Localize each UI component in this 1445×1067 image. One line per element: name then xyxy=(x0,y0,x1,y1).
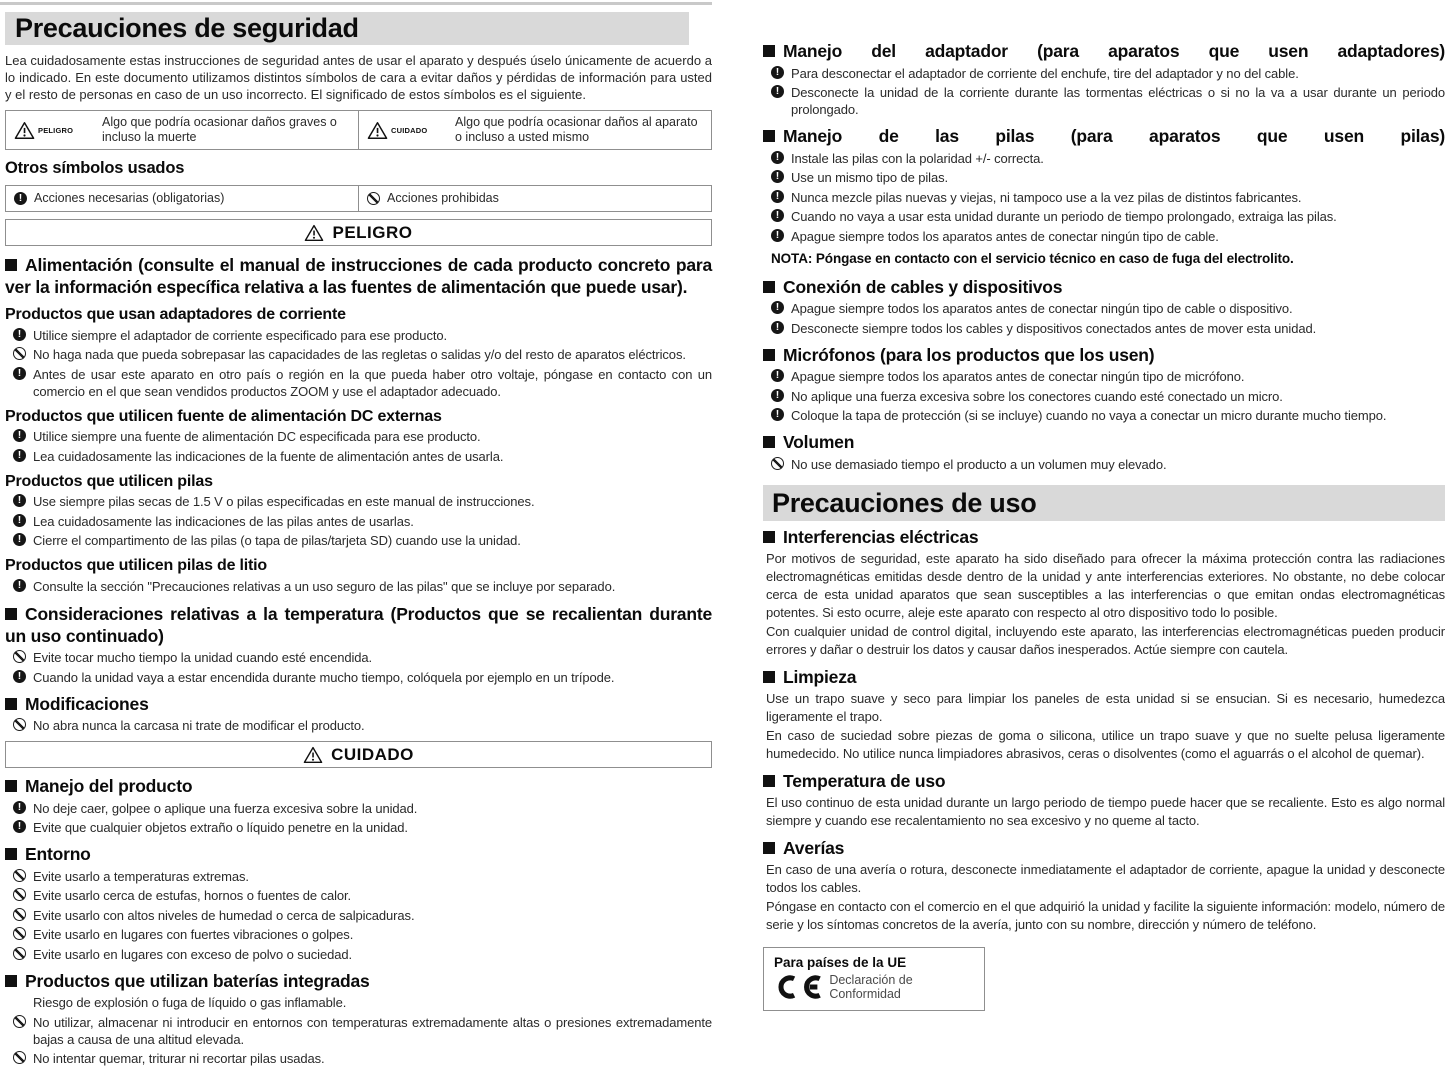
bullet-item: ! Nunca mezcle pilas nuevas y viejas, ni tampoco use a la vez pilas de distintos fabricantes. xyxy=(771,189,1445,206)
bullet-item: ! Use siempre pilas secas de 1.5 V o pilas especificadas en este manual de instrucciones. xyxy=(13,493,712,510)
section-heading: Micrófonos (para los productos que los usen) xyxy=(783,345,1154,365)
bullet-item: Evite usarlo en lugares con fuertes vibraciones o golpes. xyxy=(13,926,712,943)
prohibited-icon xyxy=(13,650,26,663)
bullet-list xyxy=(5,578,712,595)
black-square-marker xyxy=(763,130,775,142)
bullet-item: ! No deje caer, golpee o aplique una fuerza excesiva sobre la unidad. xyxy=(13,800,712,817)
paragraph: Con cualquier unidad de control digital, incluyendo este aparato, las interferencias electromagnéticas pueden producir errores y dañar o destruir los datos y causar daños inesperados. Actúe siempre con cautela. xyxy=(766,623,1445,659)
bullet-item: No use demasiado tiempo el producto a un volumen muy elevado. xyxy=(771,456,1445,473)
bullet-item: ! Apague siempre todos los aparatos antes de conectar ningún tipo de micrófono. xyxy=(771,368,1445,385)
bullet-item: Evite usarlo a temperaturas extremas. xyxy=(13,868,712,885)
paragraph: En caso de suciedad sobre piezas de goma o silicona, utilice un trapo suave y que no suelte pelusa ligeramente humedecido. No utilice nunca limpiadores abrasivos, ceras o disolventes (como el aguarrás o el alcohol de quemar). xyxy=(766,727,1445,763)
severity-cell-caution xyxy=(358,111,711,149)
black-square-marker xyxy=(5,780,17,792)
bullet-list xyxy=(763,456,1445,473)
use-precautions-title: Precauciones de uso xyxy=(763,485,1445,521)
section-manejo-producto xyxy=(5,776,712,836)
bullet-item: No utilizar, almacenar ni introducir en entornos con temperaturas extremadamente altas o presiones extremadamente bajas a causa de una altitud elevada. xyxy=(13,1014,712,1048)
section-heading: Alimentación (consulte el manual de instrucciones de cada producto concreto para ver la información específica relativa a las fuentes de alimentación que puede usar). xyxy=(5,255,712,297)
severity-label: CUIDADO xyxy=(391,126,427,135)
black-square-marker xyxy=(763,436,775,448)
bullet-item: ! Consulte la sección "Precauciones relativas a un uso seguro de las pilas" que se incluye por separado. xyxy=(13,578,712,595)
black-square-marker xyxy=(5,608,17,620)
bullet-list xyxy=(763,65,1445,119)
bullet-list xyxy=(5,428,712,465)
bullet-item: ! Cuando la unidad vaya a estar encendida durante mucho tiempo, colóquela por ejemplo en un trípode. xyxy=(13,669,712,686)
paragraph-list xyxy=(763,550,1445,659)
paragraph: Póngase en contacto con el comercio en el que adquirió la unidad y facilite la siguiente información: modelo, número de serie y los síntomas concretos de la avería, junto con su nombre, dirección y número de teléfono. xyxy=(766,898,1445,934)
caution-banner-label: CUIDADO xyxy=(331,745,414,765)
section-heading: Limpieza xyxy=(783,667,856,687)
section-heading: Consideraciones relativas a la temperatura (Productos que se recalientan durante un uso continuado) xyxy=(5,604,712,646)
section-pilas xyxy=(5,472,712,550)
mandatory-icon xyxy=(13,533,26,546)
mandatory-icon xyxy=(771,321,784,334)
severity-symbol-table xyxy=(5,110,712,150)
mandatory-icon xyxy=(13,820,26,833)
section-heading: Manejo de las pilas (para aparatos que usen pilas) xyxy=(783,126,1445,146)
section-heading: Productos que utilicen pilas xyxy=(5,472,712,491)
black-square-marker xyxy=(763,349,775,361)
section-heading: Productos que utilizan baterías integradas xyxy=(25,971,370,991)
bullet-item: ! Use un mismo tipo de pilas. xyxy=(771,169,1445,186)
symbol-text: Acciones necesarias (obligatorias) xyxy=(34,191,224,206)
mandatory-icon xyxy=(14,192,27,205)
bullet-list xyxy=(763,300,1445,337)
ce-declaration-text: Declaración de Conformidad xyxy=(829,973,974,1001)
section-microfonos xyxy=(763,345,1445,425)
warning-triangle-icon xyxy=(303,746,323,764)
mandatory-icon xyxy=(771,209,784,222)
section-averias xyxy=(763,838,1445,934)
section-heading: Interferencias eléctricas xyxy=(783,527,978,547)
mandatory-icon xyxy=(13,494,26,507)
prohibited-icon xyxy=(13,1015,26,1028)
mandatory-icon xyxy=(771,66,784,79)
prohibited-icon xyxy=(13,947,26,960)
other-symbols-table xyxy=(5,185,712,212)
black-square-marker xyxy=(5,848,17,860)
severity-text: Algo que podría ocasionar daños graves o incluso la muerte xyxy=(102,115,350,145)
bullet-item: No intentar quemar, triturar ni recortar pilas usadas. xyxy=(13,1050,712,1067)
severity-text: Algo que podría ocasionar daños al aparato o incluso a usted mismo xyxy=(455,115,703,145)
bullet-item: ! Cierre el compartimento de las pilas (o tapa de pilas/tarjeta SD) cuando use la unidad. xyxy=(13,532,712,549)
bullet-list xyxy=(763,368,1445,424)
black-square-marker xyxy=(5,259,17,271)
bullet-item: Evite tocar mucho tiempo la unidad cuando esté encendida. xyxy=(13,649,712,666)
bullet-item: ! Desconecte siempre todos los cables y dispositivos conectados antes de mover esta unidad. xyxy=(771,320,1445,337)
section-pilas-litio xyxy=(5,556,712,595)
mandatory-icon xyxy=(771,408,784,421)
paragraph-list xyxy=(763,690,1445,763)
bullet-item: Riesgo de explosión o fuga de líquido o gas inflamable. xyxy=(13,994,712,1011)
other-symbols-heading: Otros símbolos usados xyxy=(5,159,712,178)
section-heading: Productos que utilicen pilas de litio xyxy=(5,556,712,575)
section-heading: Volumen xyxy=(783,432,854,452)
bullet-item: No abra nunca la carcasa ni trate de modificar el producto. xyxy=(13,717,712,734)
bullet-item: ! Cuando no vaya a usar esta unidad durante un periodo de tiempo prolongado, extraiga las pilas. xyxy=(771,208,1445,225)
section-temperatura xyxy=(5,603,712,686)
paragraph-list xyxy=(763,794,1445,830)
section-adaptadores-corriente xyxy=(5,305,712,400)
section-entorno xyxy=(5,844,712,963)
mandatory-icon xyxy=(771,170,784,183)
bullet-item: Evite usarlo en lugares con exceso de polvo o suciedad. xyxy=(13,946,712,963)
ce-mark-icon xyxy=(774,974,823,1000)
bullet-item: ! Coloque la tapa de protección (si se incluye) cuando no vaya a conectar un micro durante mucho tiempo. xyxy=(771,407,1445,424)
prohibited-icon xyxy=(367,192,380,205)
right-column xyxy=(763,0,1445,1011)
warning-triangle-icon xyxy=(367,121,388,140)
section-volumen xyxy=(763,432,1445,473)
paragraph: En caso de una avería o rotura, desconecte inmediatamente el adaptador de corriente, apague la unidad y desconecte todos los cables. xyxy=(766,861,1445,897)
bullet-list xyxy=(5,493,712,549)
black-square-marker xyxy=(763,671,775,683)
intro-paragraph: Lea cuidadosamente estas instrucciones de seguridad antes de usar el aparato y después úselo únicamente de acuerdo a lo indicado. En este documento utilizamos distintos símbolos de cara a evitar daños y pérdidas de información para usted y el resto de personas en caso de un uso incorrecto. El significado de estos símbolos es el siguiente. xyxy=(5,52,712,103)
black-square-marker xyxy=(763,281,775,293)
prohibited-icon xyxy=(13,927,26,940)
mandatory-icon xyxy=(771,190,784,203)
mandatory-icon xyxy=(13,367,26,380)
bullet-list xyxy=(5,649,712,686)
paragraph-list xyxy=(763,861,1445,934)
black-square-marker xyxy=(5,698,17,710)
eu-declaration-box xyxy=(763,947,985,1011)
mandatory-icon xyxy=(13,328,26,341)
bullet-item: ! Apague siempre todos los aparatos antes de conectar ningún tipo de cable o dispositivo. xyxy=(771,300,1445,317)
warning-triangle-icon xyxy=(304,224,324,242)
symbol-cell-mandatory xyxy=(6,186,358,211)
eu-box-title: Para países de la UE xyxy=(774,955,974,970)
section-manejo-adaptador xyxy=(763,41,1445,118)
prohibited-icon xyxy=(13,908,26,921)
section-manejo-pilas xyxy=(763,126,1445,266)
prohibited-icon xyxy=(13,888,26,901)
black-square-marker xyxy=(5,975,17,987)
bullet-item: No haga nada que pueda sobrepasar las capacidades de las regletas o salidas y/o del resto de aparatos eléctricos. xyxy=(13,346,712,363)
page-title: Precauciones de seguridad xyxy=(5,12,689,45)
section-dc-externas xyxy=(5,407,712,465)
bullet-item: Evite usarlo cerca de estufas, hornos o fuentes de calor. xyxy=(13,887,712,904)
section-alimentacion xyxy=(5,254,712,298)
black-square-marker xyxy=(763,842,775,854)
section-heading: Modificaciones xyxy=(25,694,149,714)
bullet-item: ! Instale las pilas con la polaridad +/- correcta. xyxy=(771,150,1445,167)
paragraph: Use un trapo suave y seco para limpiar los paneles de esta unidad si se ensucian. Si es necesario, humedezca ligeramente el trapo. xyxy=(766,690,1445,726)
bullet-item: ! Lea cuidadosamente las indicaciones de la fuente de alimentación antes de usarla. xyxy=(13,448,712,465)
prohibited-icon xyxy=(13,718,26,731)
mandatory-icon xyxy=(13,801,26,814)
bullet-list xyxy=(5,868,712,963)
mandatory-icon xyxy=(771,301,784,314)
mandatory-icon xyxy=(13,670,26,683)
black-square-marker xyxy=(763,531,775,543)
bullet-list xyxy=(5,717,712,734)
bullet-item: ! Antes de usar este aparato en otro país o región en la que pueda haber otro voltaje, póngase en contacto con un comercio en el que sean vendidos productos ZOOM y use el adaptador adecuado. xyxy=(13,366,712,400)
left-column xyxy=(5,0,712,1067)
mandatory-icon xyxy=(13,514,26,527)
mandatory-icon xyxy=(13,579,26,592)
prohibited-icon xyxy=(771,457,784,470)
mandatory-icon xyxy=(771,229,784,242)
bullet-list xyxy=(763,150,1445,245)
bullet-item: ! Lea cuidadosamente las indicaciones de las pilas antes de usarlas. xyxy=(13,513,712,530)
bullet-item: ! Apague siempre todos los aparatos antes de conectar ningún tipo de cable. xyxy=(771,228,1445,245)
black-square-marker xyxy=(763,775,775,787)
section-heading: Productos que usan adaptadores de corriente xyxy=(5,305,712,324)
caution-banner xyxy=(5,741,712,768)
section-baterias-integradas xyxy=(5,971,712,1067)
warning-triangle-icon xyxy=(14,121,35,140)
bullet-item: ! Utilice siempre el adaptador de corriente especificado para ese producto. xyxy=(13,327,712,344)
section-heading: Temperatura de uso xyxy=(783,771,945,791)
prohibited-icon xyxy=(13,1051,26,1064)
section-temperatura-uso xyxy=(763,771,1445,830)
paragraph: Por motivos de seguridad, este aparato ha sido diseñado para ofrecer la máxima protección contra las radiaciones electromagnéticas emitidas desde dentro de la unidad y ante interferencias exteriores. No obstante, no debe colocar cerca de esta unidad aparatos que sean susceptibles a las interferencias o que emitan ondas electromagnéticas potentes. Si esto ocurre, aleje este aparato con respecto al otro dispositivo todo lo posible. xyxy=(766,550,1445,622)
bullet-item: Evite usarlo con altos niveles de humedad o cerca de salpicaduras. xyxy=(13,907,712,924)
bullet-item: ! Utilice siempre una fuente de alimentación DC especificada para ese producto. xyxy=(13,428,712,445)
section-heading: Entorno xyxy=(25,844,91,864)
mandatory-icon xyxy=(13,429,26,442)
section-conexion-cables xyxy=(763,277,1445,337)
electrolyte-note: NOTA: Póngase en contacto con el servicio técnico en caso de fuga del electrolito. xyxy=(771,251,1445,266)
danger-banner xyxy=(5,219,712,246)
severity-label: PELIGRO xyxy=(38,126,73,135)
section-heading: Productos que utilicen fuente de alimentación DC externas xyxy=(5,407,712,426)
paragraph: El uso continuo de esta unidad durante un largo periodo de tiempo puede hacer que se recaliente. Esto es algo normal siempre y cuando ese recalentamiento no sea excesivo y no queme al tacto. xyxy=(766,794,1445,830)
section-heading: Conexión de cables y dispositivos xyxy=(783,277,1062,297)
black-square-marker xyxy=(763,45,775,57)
mandatory-icon xyxy=(771,389,784,402)
mandatory-icon xyxy=(771,369,784,382)
mandatory-icon xyxy=(771,85,784,98)
section-heading: Manejo del producto xyxy=(25,776,192,796)
section-heading: Averías xyxy=(783,838,844,858)
bullet-item: ! Para desconectar el adaptador de corriente del enchufe, tire del adaptador y no del cable. xyxy=(771,65,1445,82)
symbol-text: Acciones prohibidas xyxy=(387,191,499,206)
mandatory-icon xyxy=(13,449,26,462)
bullet-list xyxy=(5,994,712,1067)
severity-cell-danger xyxy=(6,111,358,149)
section-limpieza xyxy=(763,667,1445,763)
prohibited-icon xyxy=(13,869,26,882)
bullet-item: ! Evite que cualquier objetos extraño o líquido penetre en la unidad. xyxy=(13,819,712,836)
mandatory-icon xyxy=(771,151,784,164)
prohibited-icon xyxy=(13,347,26,360)
section-interferencias xyxy=(763,527,1445,659)
section-modificaciones xyxy=(5,694,712,735)
danger-banner-label: PELIGRO xyxy=(332,223,412,243)
symbol-cell-prohibited xyxy=(358,186,711,211)
bullet-list xyxy=(5,800,712,837)
bullet-item: ! Desconecte la unidad de la corriente durante las tormentas eléctricas o si no la va a usar durante un periodo prolongado. xyxy=(771,84,1445,118)
section-heading: Manejo del adaptador (para aparatos que usen adaptadores) xyxy=(783,41,1445,61)
bullet-list xyxy=(5,327,712,400)
bullet-item: ! No aplique una fuerza excesiva sobre los conectores cuando esté conectado un micro. xyxy=(771,388,1445,405)
